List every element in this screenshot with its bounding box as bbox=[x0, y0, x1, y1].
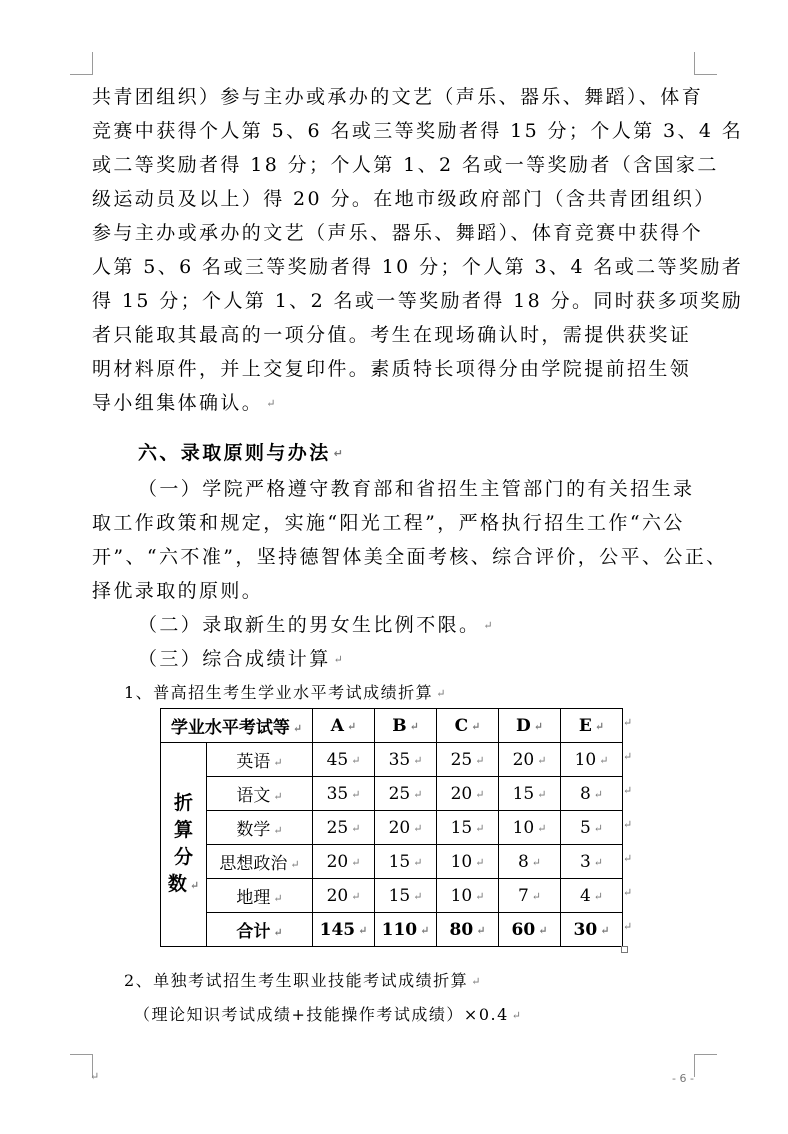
total-cell: 80 ↵ bbox=[437, 913, 499, 947]
item3-line bbox=[138, 646, 343, 673]
grade-header-cell: A ↵ bbox=[313, 709, 375, 743]
cell-mark-icon: ↵ bbox=[409, 719, 419, 733]
paragraph-line: 得 15 分；个人第 1、2 名或一等奖励者得 18 分。同时获多项奖励 bbox=[92, 290, 744, 312]
paragraph-text: 导小组集体确认。 bbox=[92, 392, 264, 414]
paragraph-line: 共青团组织）参与主办或承办的文艺（声乐、器乐、舞蹈）、体育 bbox=[92, 86, 704, 108]
cell-mark-icon: ↵ bbox=[358, 923, 368, 937]
paragraph-mark-icon: ↵ bbox=[266, 397, 276, 410]
page-number: - 6 - bbox=[672, 1072, 694, 1085]
score-cell: 10 ↵ bbox=[561, 743, 623, 777]
score-cell: 3 ↵ bbox=[561, 845, 623, 879]
subsection-title-2 bbox=[124, 968, 480, 995]
score-cell: 15 ↵ bbox=[437, 811, 499, 845]
paragraph-mark-icon: ↵ bbox=[483, 619, 493, 632]
cell-mark-icon: ↵ bbox=[273, 756, 283, 769]
row-end-mark-icon: ↵ bbox=[623, 784, 633, 797]
cell-mark-icon: ↵ bbox=[475, 855, 485, 869]
row-end-mark-icon: ↵ bbox=[623, 750, 633, 763]
grade-header-cell: B ↵ bbox=[375, 709, 437, 743]
group-label-char: 折 bbox=[173, 792, 193, 815]
cell-mark-icon: ↵ bbox=[290, 858, 300, 871]
paragraph-line: 人第 5、6 名或三等奖励者得 10 分；个人第 3、4 名或二等奖励者 bbox=[92, 256, 744, 278]
item3-text: （三）综合成绩计算 bbox=[138, 648, 331, 670]
score-cell: 8 ↵ bbox=[499, 845, 561, 879]
paragraph-line: 竞赛中获得个人第 5、6 名或三等奖励者得 15 分；个人第 3、4 名 bbox=[92, 120, 744, 142]
cell-mark-icon: ↵ bbox=[413, 855, 423, 869]
cell-mark-icon: ↵ bbox=[420, 923, 430, 937]
row-end-mark-icon: ↵ bbox=[623, 886, 633, 899]
table-row bbox=[161, 743, 623, 777]
subject-cell: 英语 ↵ bbox=[207, 743, 313, 777]
score-cell: 20 ↵ bbox=[313, 879, 375, 913]
cell-mark-icon: ↵ bbox=[413, 787, 423, 801]
cell-mark-icon: ↵ bbox=[475, 889, 485, 903]
item2-text: （二）录取新生的男女生比例不限。 bbox=[138, 614, 481, 636]
table-header-label: 学业水平考试等 ↵ bbox=[161, 709, 313, 743]
score-cell: 10 ↵ bbox=[499, 811, 561, 845]
cell-mark-icon: ↵ bbox=[600, 923, 610, 937]
cell-mark-icon: ↵ bbox=[273, 824, 283, 837]
cell-mark-icon: ↵ bbox=[476, 923, 486, 937]
cell-mark-icon: ↵ bbox=[538, 923, 548, 937]
cell-mark-icon: ↵ bbox=[413, 889, 423, 903]
cell-mark-icon: ↵ bbox=[531, 855, 542, 869]
subsection-title-text: 2、单独考试招生考生职业技能考试成绩折算 bbox=[124, 971, 469, 990]
score-cell: 35 ↵ bbox=[313, 777, 375, 811]
cell-mark-icon: ↵ bbox=[475, 753, 485, 767]
total-cell: 60 ↵ bbox=[499, 913, 561, 947]
score-cell: 15 ↵ bbox=[499, 777, 561, 811]
cell-mark-icon: ↵ bbox=[475, 787, 485, 801]
total-cell: 30 ↵ bbox=[561, 913, 623, 947]
item1-line: （一）学院严格遵守教育部和省招生主管部门的有关招生录 bbox=[138, 478, 695, 500]
subsection-title-text: 1、普高招生考生学业水平考试成绩折算 bbox=[124, 683, 434, 702]
item1-line: 择优录取的原则。 bbox=[92, 580, 264, 602]
score-cell: 5 ↵ bbox=[561, 811, 623, 845]
group-label-char-last: 数 ↵ bbox=[167, 873, 200, 896]
cell-mark-icon: ↵ bbox=[593, 787, 604, 801]
section-heading-text: 六、录取原则与办法 bbox=[138, 442, 331, 464]
subsection-title-1 bbox=[124, 680, 445, 707]
group-label-char: 分 bbox=[173, 846, 193, 869]
cell-mark-icon: ↵ bbox=[413, 753, 423, 767]
subject-cell: 思想政治 ↵ bbox=[207, 845, 313, 879]
cell-mark-icon: ↵ bbox=[351, 821, 361, 835]
grade-header-cell: D ↵ bbox=[499, 709, 561, 743]
cell-mark-icon: ↵ bbox=[346, 719, 357, 733]
subject-cell: 语文 ↵ bbox=[207, 777, 313, 811]
score-cell: 8 ↵ bbox=[561, 777, 623, 811]
score-cell: 10 ↵ bbox=[437, 845, 499, 879]
table-header-row bbox=[161, 709, 623, 743]
total-cell: 110 ↵ bbox=[375, 913, 437, 947]
paragraph-line: 级运动员及以上）得 20 分。在地市级政府部门（含共青团组织） bbox=[92, 188, 716, 210]
item1-line: 取工作政策和规定，实施“阳光工程”，严格执行招生工作“六公 bbox=[92, 512, 685, 534]
item1-line: 开”、“六不准”，坚持德智体美全面考核、综合评价，公平、公正、 bbox=[92, 546, 728, 568]
cell-mark-icon: ↵ bbox=[351, 753, 361, 767]
cell-mark-icon: ↵ bbox=[292, 722, 303, 735]
table-row bbox=[161, 777, 623, 811]
grade-conversion-table bbox=[160, 708, 623, 947]
score-cell: 20 ↵ bbox=[375, 811, 437, 845]
paragraph-line: 者只能取其最高的一项分值。考生在现场确认时，需提供获奖证 bbox=[92, 324, 692, 346]
score-cell: 10 ↵ bbox=[437, 879, 499, 913]
row-end-mark-icon: ↵ bbox=[623, 818, 633, 831]
cell-mark-icon: ↵ bbox=[594, 719, 605, 733]
crop-mark-top-right bbox=[694, 52, 717, 75]
paragraph-mark-icon: ↵ bbox=[436, 686, 446, 700]
score-cell: 20 ↵ bbox=[499, 743, 561, 777]
cell-mark-icon: ↵ bbox=[599, 753, 609, 767]
score-cell: 20 ↵ bbox=[313, 845, 375, 879]
row-end-mark-icon: ↵ bbox=[623, 852, 633, 865]
cell-mark-icon: ↵ bbox=[531, 889, 542, 903]
cell-mark-icon: ↵ bbox=[475, 821, 485, 835]
cell-mark-icon: ↵ bbox=[351, 855, 361, 869]
paragraph-mark-icon: ↵ bbox=[511, 1008, 521, 1022]
score-cell: 15 ↵ bbox=[375, 879, 437, 913]
score-cell: 45 ↵ bbox=[313, 743, 375, 777]
row-end-mark-icon: ↵ bbox=[623, 716, 633, 729]
cell-mark-icon: ↵ bbox=[533, 719, 543, 733]
total-label-cell: 合计 ↵ bbox=[207, 913, 313, 947]
paragraph-mark-icon: ↵ bbox=[90, 1070, 100, 1083]
subject-cell: 数学 ↵ bbox=[207, 811, 313, 845]
cell-mark-icon: ↵ bbox=[413, 821, 423, 835]
group-label-cell bbox=[161, 743, 207, 947]
cell-mark-icon: ↵ bbox=[273, 892, 283, 905]
cell-mark-icon: ↵ bbox=[593, 889, 604, 903]
cell-mark-icon: ↵ bbox=[593, 855, 604, 869]
subject-cell: 地理 ↵ bbox=[207, 879, 313, 913]
row-end-mark-icon: ↵ bbox=[623, 920, 633, 933]
item2-line bbox=[138, 612, 493, 639]
score-cell: 7 ↵ bbox=[499, 879, 561, 913]
score-cell: 25 ↵ bbox=[437, 743, 499, 777]
cell-mark-icon: ↵ bbox=[351, 787, 361, 801]
grade-header-cell: C ↵ bbox=[437, 709, 499, 743]
score-cell: 4 ↵ bbox=[561, 879, 623, 913]
grade-header-cell: E ↵ bbox=[561, 709, 623, 743]
paragraph-line: 明材料原件，并上交复印件。素质特长项得分由学院提前招生领 bbox=[92, 358, 692, 380]
cell-mark-icon: ↵ bbox=[537, 821, 547, 835]
cell-mark-icon: ↵ bbox=[471, 719, 481, 733]
total-cell: 145 ↵ bbox=[313, 913, 375, 947]
paragraph-mark-icon: ↵ bbox=[471, 974, 481, 988]
table-row bbox=[161, 845, 623, 879]
paragraph-line-last bbox=[92, 390, 275, 417]
formula-text: （理论知识考试成绩+技能操作考试成绩）×0.4 bbox=[134, 1005, 509, 1024]
cell-mark-icon: ↵ bbox=[351, 889, 361, 903]
section-heading bbox=[138, 440, 343, 467]
table-row bbox=[161, 811, 623, 845]
paragraph-mark-icon: ↵ bbox=[333, 446, 343, 460]
cell-mark-icon: ↵ bbox=[189, 878, 200, 892]
paragraph-line: 参与主办或承办的文艺（声乐、器乐、舞蹈）、体育竞赛中获得个 bbox=[92, 222, 704, 244]
crop-mark-top-left bbox=[70, 52, 93, 75]
score-cell: 15 ↵ bbox=[375, 845, 437, 879]
crop-mark-bottom-right bbox=[694, 1054, 717, 1077]
cell-mark-icon: ↵ bbox=[537, 753, 547, 767]
formula-line bbox=[134, 1002, 521, 1029]
cell-mark-icon: ↵ bbox=[273, 790, 283, 803]
table-resize-handle[interactable] bbox=[621, 946, 628, 953]
score-cell: 20 ↵ bbox=[437, 777, 499, 811]
cell-mark-icon: ↵ bbox=[537, 787, 547, 801]
group-label-char: 算 bbox=[173, 819, 193, 842]
table-total-row bbox=[161, 913, 623, 947]
paragraph-mark-icon: ↵ bbox=[333, 653, 343, 666]
cell-mark-icon: ↵ bbox=[273, 926, 283, 939]
table-row bbox=[161, 879, 623, 913]
paragraph-line: 或二等奖励者得 18 分；个人第 1、2 名或一等奖励者（含国家二 bbox=[92, 154, 719, 176]
score-cell: 25 ↵ bbox=[375, 777, 437, 811]
score-cell: 35 ↵ bbox=[375, 743, 437, 777]
score-cell: 25 ↵ bbox=[313, 811, 375, 845]
cell-mark-icon: ↵ bbox=[593, 821, 604, 835]
